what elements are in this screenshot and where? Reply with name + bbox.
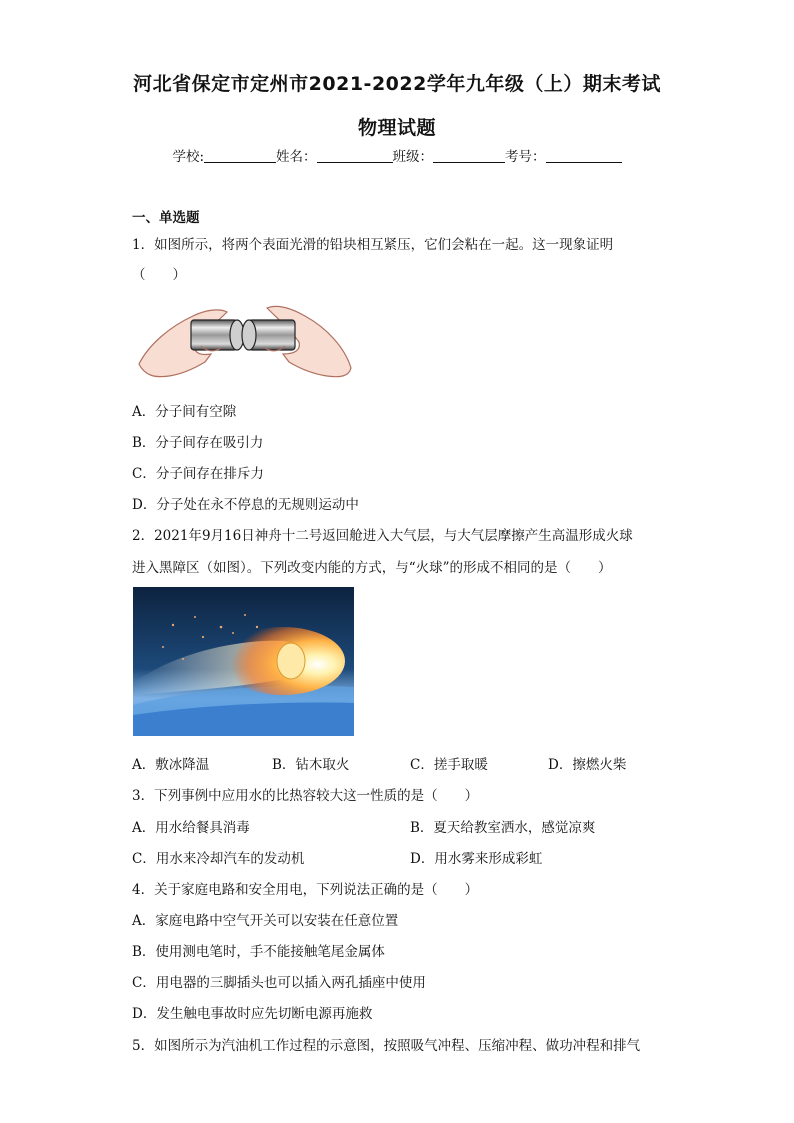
- q1-option-b[interactable]: B．分子间存在吸引力: [132, 435, 264, 451]
- lead-blocks-figure: [135, 296, 355, 382]
- q3-option-b[interactable]: B．夏天给教室洒水，感觉凉爽: [410, 820, 596, 836]
- school-label: 学校:: [172, 149, 205, 165]
- name-field[interactable]: [317, 148, 393, 163]
- q2-stem-line1: 2．2021年9月16日神舟十二号返回舱进入大气层，与大气层摩擦产生高温形成火球: [132, 528, 633, 544]
- q4-option-a[interactable]: A．家庭电路中空气开关可以安装在任意位置: [132, 913, 399, 929]
- student-info-line: [0, 145, 794, 165]
- q4-stem: 4．关于家庭电路和安全用电，下列说法正确的是（ ）: [132, 882, 479, 898]
- q1-option-d[interactable]: D．分子处在永不停息的无规则运动中: [132, 497, 359, 513]
- q4-option-b[interactable]: B．使用测电笔时，手不能接触笔尾金属体: [132, 944, 385, 960]
- q2-option-d[interactable]: D．擦燃火柴: [548, 757, 627, 773]
- school-field[interactable]: [204, 148, 276, 163]
- q2-option-a[interactable]: A．敷冰降温: [132, 757, 210, 773]
- q3-option-c[interactable]: C．用水来冷却汽车的发动机: [132, 851, 305, 867]
- q2-stem-line2: 进入黑障区（如图）。下列改变内能的方式，与“火球”的形成不相同的是（ ）: [132, 560, 612, 576]
- q3-option-a[interactable]: A．用水给餐具消毒: [132, 820, 250, 836]
- q2-option-b[interactable]: B．钻木取火: [272, 757, 350, 773]
- q1-option-a[interactable]: A．分子间有空隙: [132, 404, 237, 420]
- exam-no-field[interactable]: [546, 148, 622, 163]
- exam-no-label: 考号：: [505, 149, 546, 165]
- q2-option-c[interactable]: C．搓手取暖: [410, 757, 488, 773]
- exam-title: 河北省保定市定州市2021-2022学年九年级（上）期末考试: [133, 73, 661, 95]
- q1-stem-line2: （ ）: [132, 267, 186, 283]
- q4-option-c[interactable]: C．用电器的三脚插头也可以插入两孔插座中使用: [132, 975, 426, 991]
- class-label: 班级：: [392, 149, 434, 165]
- q1-option-c[interactable]: C．分子间存在排斥力: [132, 466, 264, 482]
- exam-subject: 物理试题: [357, 117, 436, 139]
- capsule: [277, 643, 305, 679]
- reentry-capsule-image: [133, 587, 354, 736]
- name-label: 姓名：: [276, 149, 317, 165]
- q5-stem-line1: 5．如图所示为汽油机工作过程的示意图，按照吸气冲程、压缩冲程、做功冲程和排气: [132, 1038, 641, 1054]
- q1-stem-line1: 1．如图所示，将两个表面光滑的铅块相互紧压，它们会粘在一起。这一现象证明: [132, 237, 614, 253]
- class-field[interactable]: [433, 148, 505, 163]
- section-heading: 一、单选题: [132, 210, 200, 226]
- q3-option-d[interactable]: D．用水雾来形成彩虹: [410, 851, 543, 867]
- q3-stem: 3．下列事例中应用水的比热容较大这一性质的是（ ）: [132, 788, 479, 804]
- q4-option-d[interactable]: D．发生触电事故时应先切断电源再施救: [132, 1006, 373, 1022]
